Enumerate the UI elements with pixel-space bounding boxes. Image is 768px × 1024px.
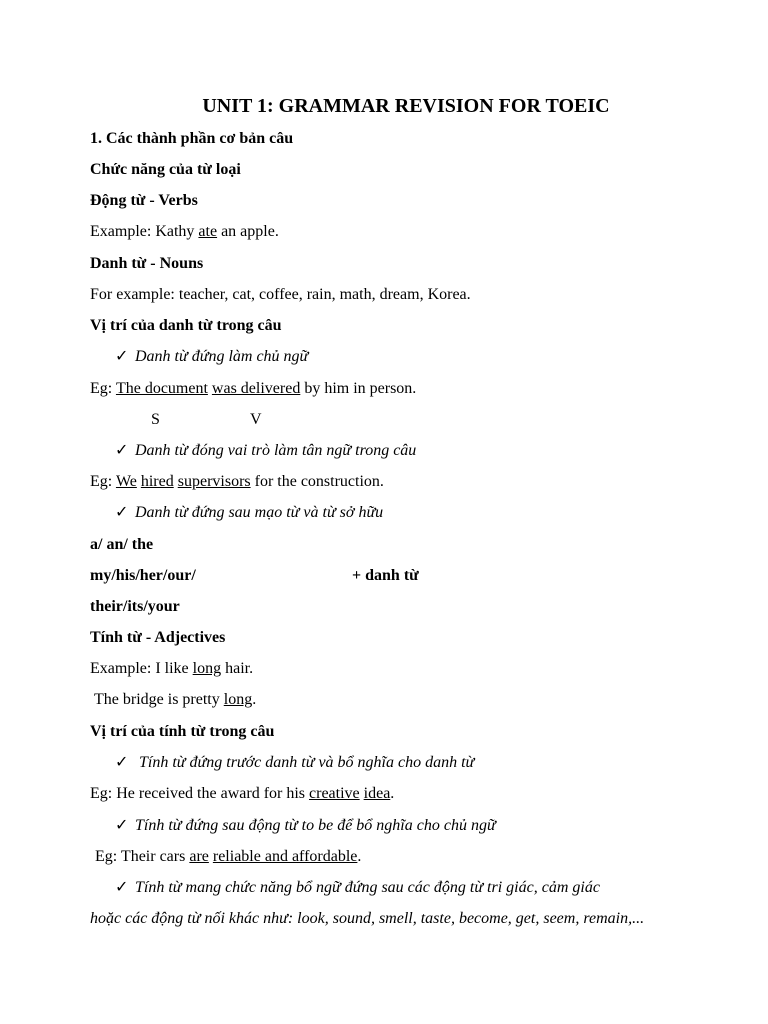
adjective-example-1: [90, 659, 253, 679]
underlined-subject: The document: [115, 380, 208, 397]
verb-label: V: [250, 411, 262, 428]
example-text: by him in person.: [300, 380, 417, 397]
example-text: .: [252, 691, 257, 708]
example-text: hair.: [221, 660, 254, 677]
example-text: Example: I like: [90, 660, 193, 677]
checkmark-icon: ✓: [115, 879, 129, 896]
section-heading-basic-sentence: 1. Các thành phần cơ bản câu: [90, 130, 294, 147]
checkmark-icon: ✓: [115, 348, 129, 365]
underlined-word: long: [192, 660, 222, 677]
heading-noun-position: Vị trí của danh từ trong câu: [90, 317, 282, 334]
bullet-text: Danh từ đứng làm chủ ngữ: [135, 348, 309, 365]
example-text: for the construction.: [250, 473, 384, 490]
underlined-word: ate: [198, 223, 218, 240]
bullet-text: Danh từ đóng vai trò làm tân ngữ trong câu: [135, 442, 417, 459]
determiners-line-3: their/its/your: [90, 598, 180, 615]
plus-noun-label: + danh từ: [352, 567, 419, 584]
example-text: .: [357, 848, 362, 865]
noun-object-example: [90, 472, 384, 492]
example-text: Eg: Their cars: [95, 848, 190, 865]
bullet-text: Tính từ đứng trước danh từ và bổ nghĩa cho danh từ: [139, 754, 475, 771]
bullet-noun-after-article: [115, 503, 383, 523]
bullet-adj-complement: [115, 878, 600, 898]
noun-subject-example: [90, 379, 416, 399]
bullet-text: Tính từ mang chức năng bổ ngữ đứng sau các động từ tri giác, cảm giác: [135, 879, 600, 896]
example-text: Eg:: [90, 473, 116, 490]
example-text: Eg: He received the award for his: [90, 785, 310, 802]
verb-example: [90, 222, 279, 242]
underlined-word: long: [223, 691, 253, 708]
underlined-word: creative: [309, 785, 360, 802]
checkmark-icon: ✓: [115, 817, 129, 834]
bullet-adj-after-to-be: [115, 816, 496, 836]
checkmark-icon: ✓: [115, 504, 129, 521]
example-text: Example: Kathy: [90, 223, 199, 240]
bullet-noun-subject: [115, 347, 308, 367]
underlined-verb: was delivered: [211, 380, 301, 397]
underlined-word: idea: [363, 785, 391, 802]
bullet-text: Tính từ đứng sau động từ to be để bổ nghĩa cho chủ ngữ: [135, 817, 496, 834]
heading-adjective-position: Vị trí của tính từ trong câu: [90, 723, 275, 740]
underlined-word: supervisors: [177, 473, 251, 490]
example-text: an apple.: [217, 223, 279, 240]
example-text: .: [390, 785, 395, 802]
underlined-word: hired: [140, 473, 174, 490]
noun-example: For example: teacher, cat, coffee, rain, math, dream, Korea.: [90, 286, 471, 303]
heading-verbs: Động từ - Verbs: [90, 192, 198, 209]
adj-before-noun-example: [90, 784, 394, 804]
checkmark-icon: ✓: [115, 754, 129, 771]
adj-after-to-be-example: [95, 847, 361, 867]
determiners-line-1: a/ an/ the: [90, 536, 154, 553]
underlined-word: are: [189, 848, 209, 865]
bullet-text: Danh từ đứng sau mạo từ và từ sở hữu: [135, 504, 384, 521]
example-text: The bridge is pretty: [94, 691, 224, 708]
checkmark-icon: ✓: [115, 442, 129, 459]
page-title: UNIT 1: GRAMMAR REVISION FOR TOEIC: [202, 95, 610, 117]
underlined-phrase: reliable and affordable: [212, 848, 358, 865]
subject-label: S: [151, 411, 160, 428]
bullet-noun-object: [115, 441, 416, 461]
underlined-word: We: [115, 473, 137, 490]
determiners-line-2: my/his/her/our/: [90, 567, 196, 584]
bullet-adj-before-noun: [115, 753, 474, 773]
example-text: Eg:: [90, 380, 116, 397]
adjective-example-2: [94, 690, 256, 710]
bullet-adj-complement-continued: hoặc các động từ nối khác như: look, sound, smell, taste, become, get, seem, remain,...: [90, 910, 645, 927]
heading-nouns: Danh từ - Nouns: [90, 255, 204, 272]
heading-adjectives: Tính từ - Adjectives: [90, 629, 226, 646]
section-heading-word-function: Chức năng của từ loại: [90, 161, 241, 178]
